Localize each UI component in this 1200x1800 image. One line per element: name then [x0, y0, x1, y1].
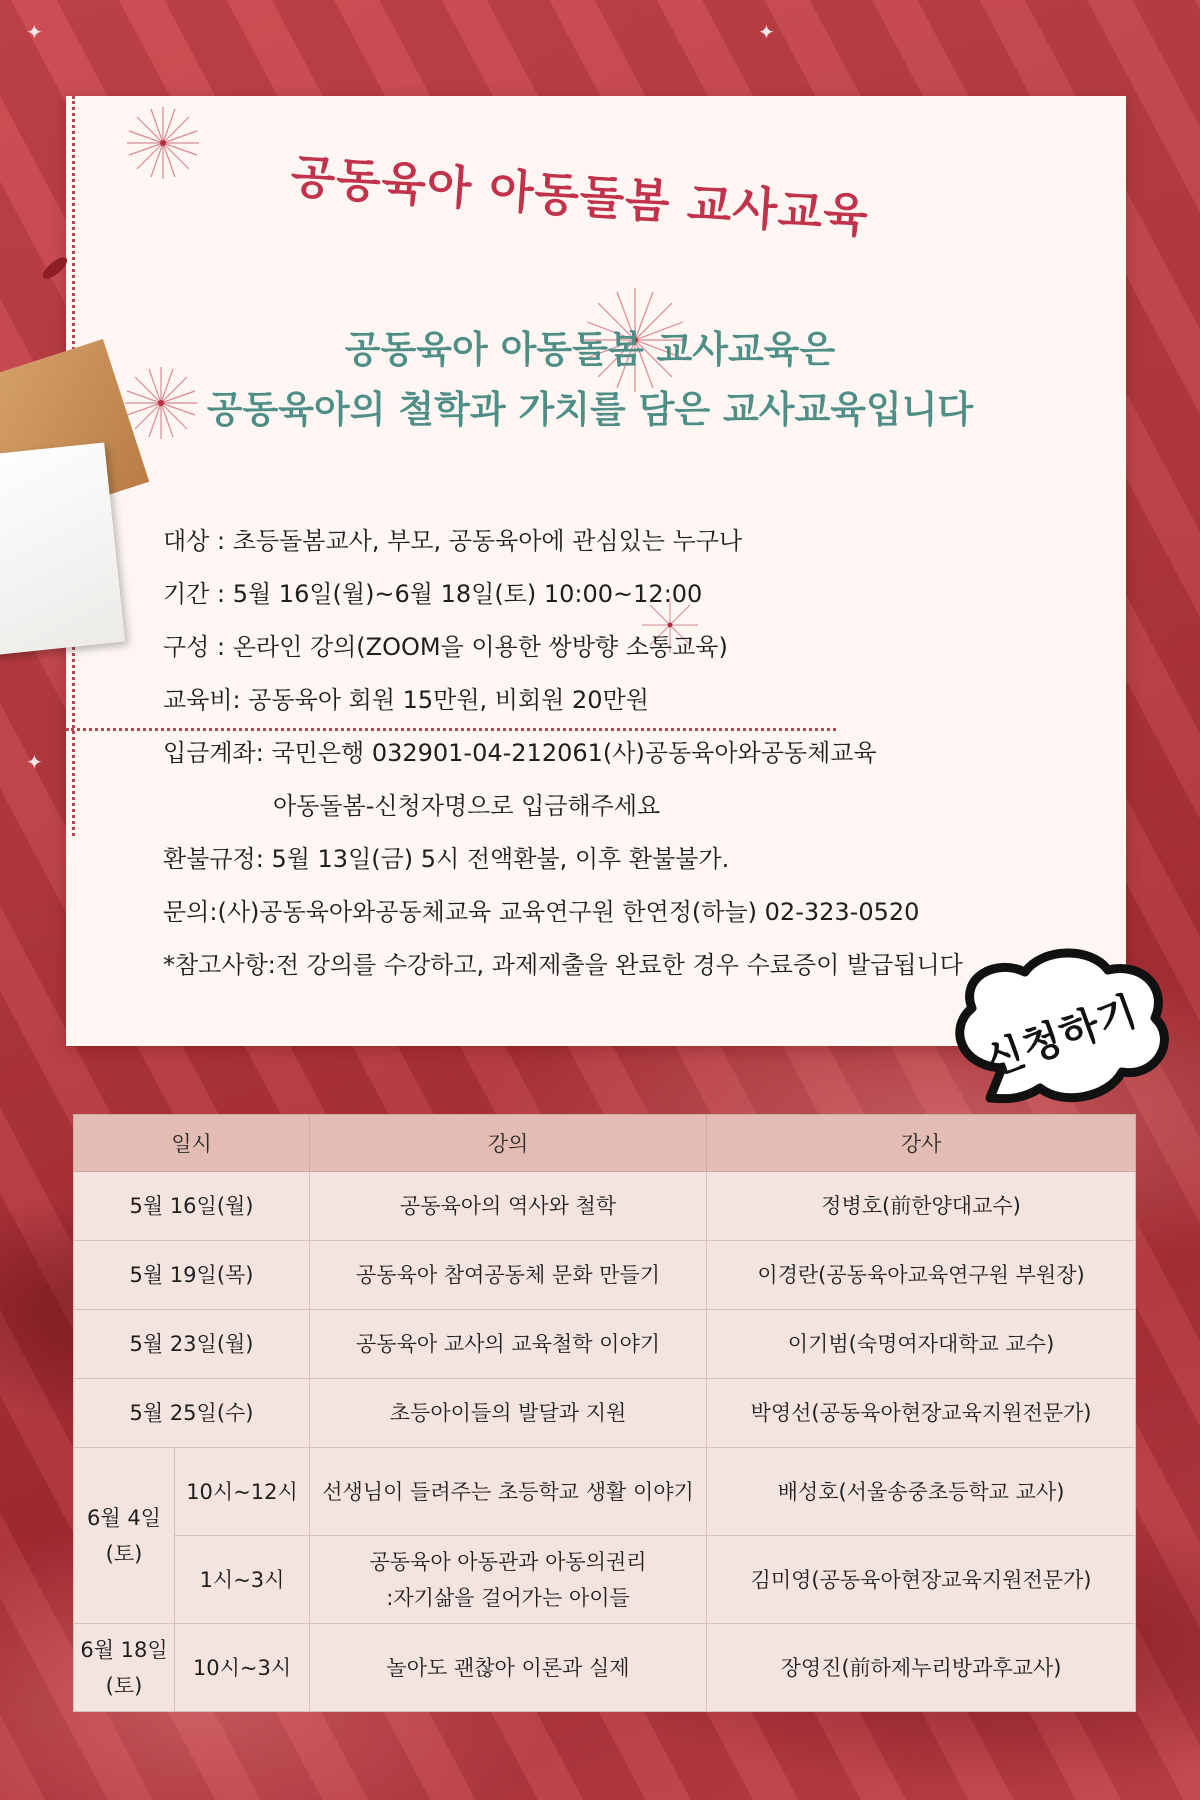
schedule-table	[73, 1114, 1136, 1712]
starburst-icon	[125, 105, 201, 181]
cell-date	[74, 1624, 175, 1712]
date-line: (토)	[105, 1673, 143, 1698]
sparkle-icon: ✦	[758, 20, 775, 44]
info-refund: 환불규정: 5월 13일(금) 5시 전액환불, 이후 환불불가.	[163, 845, 730, 873]
table-row	[74, 1310, 1136, 1379]
header-lecturer: 강사	[707, 1115, 1136, 1172]
table-header-row	[74, 1115, 1136, 1172]
info-account: 입금계좌: 국민은행 032901-04-212061(사)공동육아와공동체교육	[163, 739, 877, 767]
cell-lecturer: 이경란(공동육아교육연구원 부원장)	[707, 1241, 1136, 1310]
cell-lecture: 공동육아 교사의 교육철학 이야기	[310, 1310, 707, 1379]
cell-lecturer: 장영진(前하제누리방과후교사)	[707, 1624, 1136, 1712]
cell-time: 1시~3시	[175, 1536, 310, 1624]
sparkle-icon: ✦	[26, 750, 43, 774]
date-line: 6월 18일	[80, 1637, 168, 1662]
cell-lecturer: 배성호(서울송중초등학교 교사)	[707, 1448, 1136, 1536]
cell-lecturer: 김미영(공동육아현장교육지원전문가)	[707, 1536, 1136, 1624]
lecture-line: 공동육아 아동관과 아동의권리	[369, 1549, 647, 1574]
info-account-note: 아동돌봄-신청자명으로 입금해주세요	[273, 792, 661, 820]
header-lecture: 강의	[310, 1115, 707, 1172]
info-contact: 문의:(사)공동육아와공동체교육 교육연구원 한연정(하늘) 02-323-0520	[163, 898, 920, 926]
info-list	[163, 515, 1033, 992]
sparkle-icon: ✦	[26, 20, 43, 44]
cell-lecturer: 이기범(숙명여자대학교 교수)	[707, 1310, 1136, 1379]
info-format: 구성 : 온라인 강의(ZOOM을 이용한 쌍방향 소통교육)	[163, 633, 728, 661]
date-line: 6월 4일	[87, 1505, 161, 1530]
cell-date: 5월 23일(월)	[74, 1310, 310, 1379]
info-note: *참고사항:전 강의를 수강하고, 과제제출을 완료한 경우 수료증이 발급됩니다	[163, 951, 963, 979]
cell-lecturer: 박영선(공동육아현장교육지원전문가)	[707, 1379, 1136, 1448]
lecture-line: :자기삶을 걸어가는 아이들	[386, 1585, 630, 1610]
cell-lecture: 공동육아의 역사와 철학	[310, 1172, 707, 1241]
cell-lecture: 놀아도 괜찮아 이론과 실제	[310, 1624, 707, 1712]
info-fee: 교육비: 공동육아 회원 15만원, 비회원 20만원	[163, 686, 649, 714]
cell-lecture: 공동육아 참여공동체 문화 만들기	[310, 1241, 707, 1310]
date-line: (토)	[105, 1541, 143, 1566]
info-target: 대상 : 초등돌봄교사, 부모, 공동육아에 관심있는 누구나	[163, 527, 743, 555]
apply-button[interactable]	[950, 948, 1170, 1118]
table-row	[74, 1379, 1136, 1448]
page-title: 공동육아 아동돌봄 교사교육	[288, 148, 871, 244]
cell-date: 5월 25일(수)	[74, 1379, 310, 1448]
cell-lecture	[310, 1536, 707, 1624]
table-row	[74, 1624, 1136, 1712]
cell-lecture: 초등아이들의 발달과 지원	[310, 1379, 707, 1448]
cell-date: 5월 16일(월)	[74, 1172, 310, 1241]
cell-date	[74, 1448, 175, 1624]
cell-time: 10시~3시	[175, 1624, 310, 1712]
header-date: 일시	[74, 1115, 310, 1172]
subtitle-line: 공동육아 아동돌봄 교사교육은	[344, 328, 836, 371]
table-row	[74, 1536, 1136, 1624]
subtitle	[120, 320, 1060, 440]
table-row	[74, 1172, 1136, 1241]
subtitle-line: 공동육아의 철학과 가치를 담은 교사교육입니다	[206, 388, 974, 431]
cell-lecturer: 정병호(前한양대교수)	[707, 1172, 1136, 1241]
table-row	[74, 1448, 1136, 1536]
cell-date: 5월 19일(목)	[74, 1241, 310, 1310]
table-row	[74, 1241, 1136, 1310]
info-period: 기간 : 5월 16일(월)~6월 18일(토) 10:00~12:00	[163, 580, 703, 608]
cell-time: 10시~12시	[175, 1448, 310, 1536]
cell-lecture: 선생님이 들려주는 초등학교 생활 이야기	[310, 1448, 707, 1536]
apply-label[interactable]: 신청하기	[978, 987, 1144, 1086]
